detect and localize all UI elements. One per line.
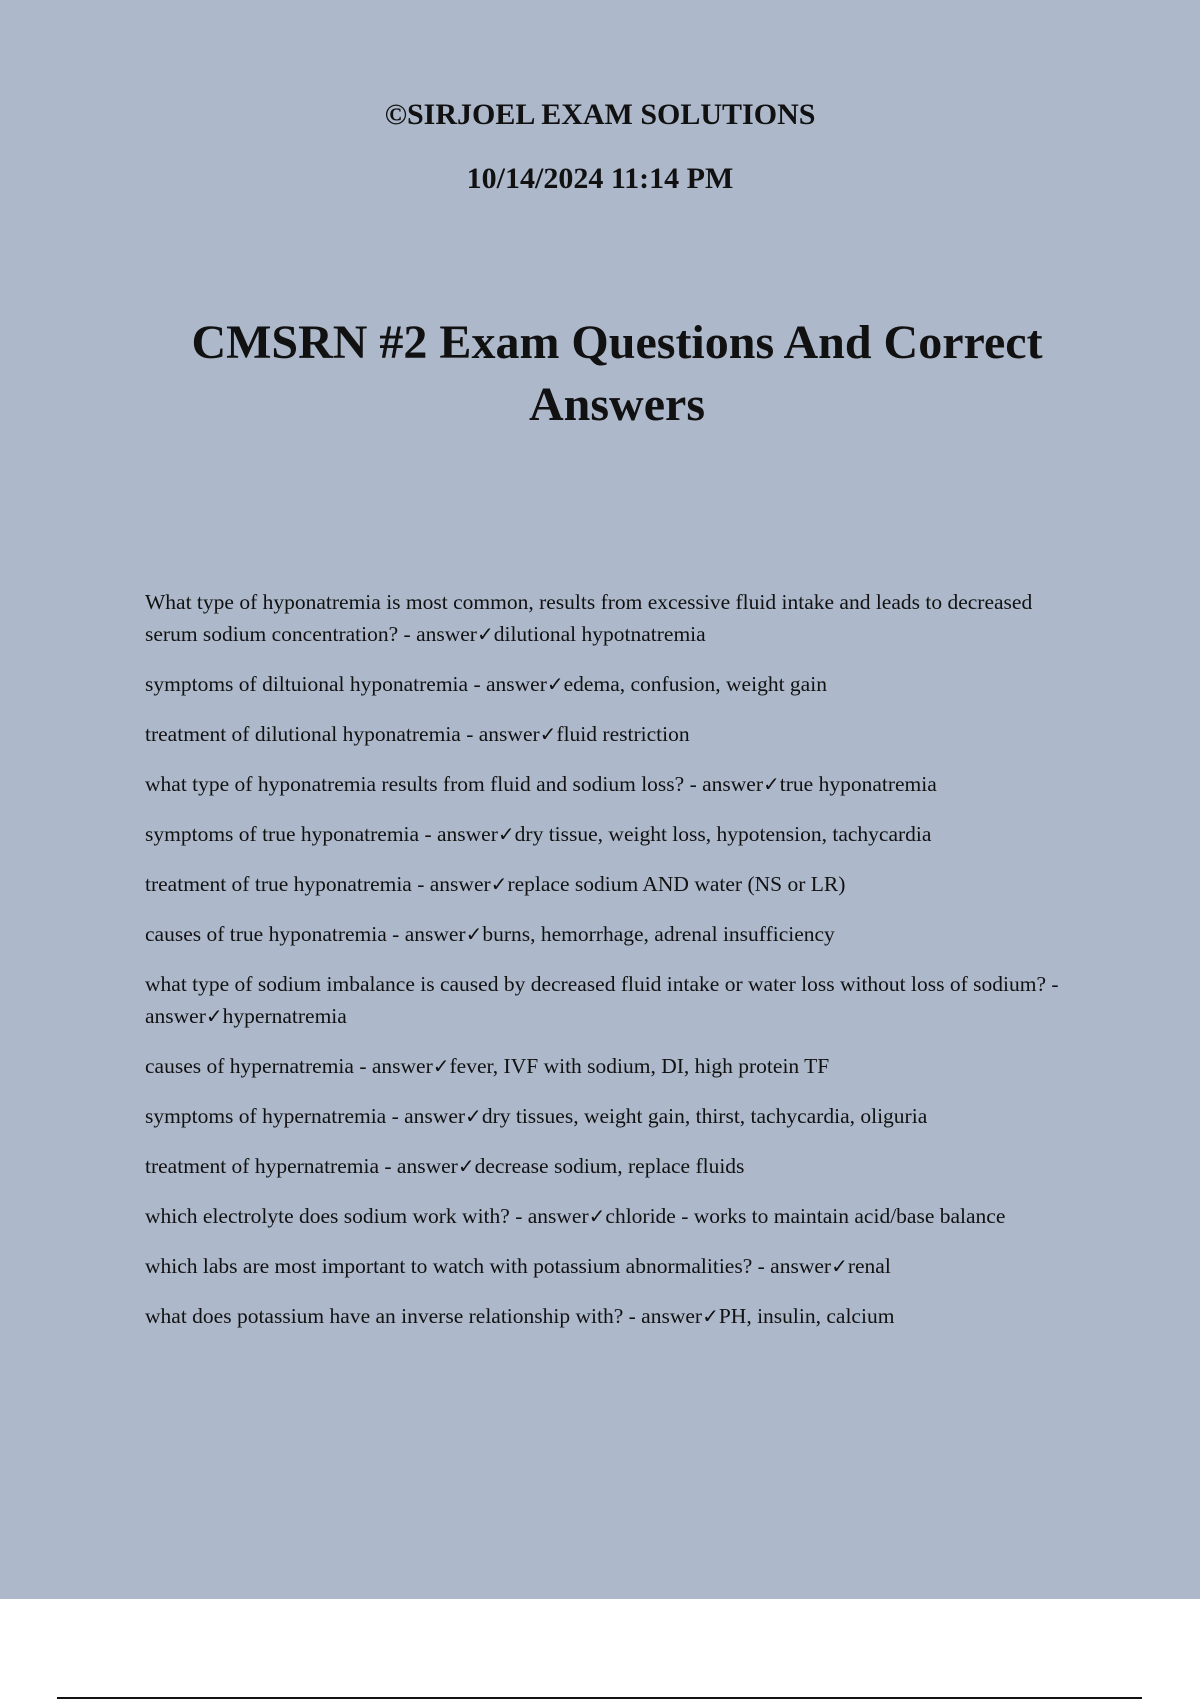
timestamp: 10/14/2024 11:14 PM: [466, 162, 734, 195]
question-text: symptoms of hypernatremia: [145, 1104, 387, 1128]
answer-text: hypernatremia: [222, 1004, 347, 1028]
question-text: what type of hyponatremia results from fluid and sodium loss?: [145, 772, 685, 796]
check-mark-icon: ✓: [588, 1204, 606, 1228]
answer-text: PH, insulin, calcium: [718, 1304, 895, 1328]
brand-header: ©SIRJOEL EXAM SOLUTIONS: [384, 98, 816, 131]
answer-label: - answer: [623, 1304, 703, 1328]
question-text: treatment of true hyponatremia: [145, 872, 412, 896]
question-answer-item: [145, 1250, 1075, 1282]
document-title: CMSRN #2 Exam Questions And Correct Answers: [191, 316, 1043, 432]
question-answer-item: [145, 768, 1075, 800]
question-answer-item: [145, 1300, 1075, 1332]
answer-label: - answer: [411, 872, 491, 896]
answer-label: - answer: [419, 822, 498, 846]
question-text: treatment of hypernatremia: [145, 1154, 380, 1178]
check-mark-icon: ✓: [763, 772, 780, 796]
check-mark-icon: ✓: [432, 1054, 450, 1078]
answer-text: dry tissues, weight gain, thirst, tachycardia, oliguria: [481, 1104, 928, 1128]
question-answer-item: [145, 1150, 1075, 1182]
check-mark-icon: ✓: [539, 722, 557, 746]
answer-text: chloride - works to maintain acid/base balance: [605, 1204, 1006, 1228]
answer-label: - answer: [379, 1154, 458, 1178]
answer-text: decrease sodium, replace fluids: [474, 1154, 745, 1178]
question-text: treatment of dilutional hyponatremia: [145, 722, 461, 746]
answer-label: - answer: [353, 1054, 433, 1078]
check-mark-icon: ✓: [476, 622, 494, 646]
answer-text: burns, hemorrhage, adrenal insufficiency: [482, 922, 835, 946]
answer-text: renal: [847, 1254, 891, 1278]
answer-label: - answer: [398, 622, 477, 646]
answer-label: - answer: [386, 1104, 466, 1128]
answer-text: edema, confusion, weight gain: [563, 672, 827, 696]
question-answer-item: [145, 1200, 1075, 1232]
answer-text: dilutional hypotnatremia: [493, 622, 706, 646]
answer-label: - answer: [145, 972, 1059, 1028]
question-text: causes of hypernatremia: [145, 1054, 354, 1078]
question-answer-item: [145, 1050, 1075, 1082]
question-text: symptoms of true hyponatremia: [145, 822, 420, 846]
question-answer-item: [145, 968, 1075, 1032]
answer-label: - answer: [460, 722, 540, 746]
check-mark-icon: ✓: [465, 1104, 482, 1128]
check-mark-icon: ✓: [546, 672, 564, 696]
check-mark-icon: ✓: [831, 1254, 848, 1278]
answer-label: - answer: [386, 922, 466, 946]
answer-text: replace sodium AND water (NS or LR): [507, 872, 846, 896]
answer-label: - answer: [684, 772, 764, 796]
question-answer-item: [145, 586, 1075, 650]
question-text: symptoms of diltuional hyponatremia: [145, 672, 469, 696]
question-text: which labs are most important to watch with potassium abnormalities?: [145, 1254, 753, 1278]
answer-text: fluid restriction: [556, 722, 690, 746]
answer-text: true hyponatremia: [779, 772, 937, 796]
question-answer-item: [145, 668, 1075, 700]
answer-label: - answer: [509, 1204, 589, 1228]
question-answer-item: [145, 1100, 1075, 1132]
question-answer-item: [145, 718, 1075, 750]
answer-text: fever, IVF with sodium, DI, high protein TF: [449, 1054, 830, 1078]
footer-divider: [57, 1697, 1142, 1699]
question-text: what does potassium have an inverse relationship with?: [145, 1304, 624, 1328]
check-mark-icon: ✓: [205, 1004, 223, 1028]
answer-label: - answer: [752, 1254, 832, 1278]
check-mark-icon: ✓: [702, 1304, 719, 1328]
check-mark-icon: ✓: [497, 822, 515, 846]
question-answer-item: [145, 818, 1075, 850]
question-text: which electrolyte does sodium work with?: [145, 1204, 510, 1228]
question-text: What type of hyponatremia is most common, results from excessive fluid intake and leads to decreased serum sodium concentration?: [145, 590, 1033, 646]
question-answer-item: [145, 918, 1075, 950]
answer-label: - answer: [468, 672, 547, 696]
question-answer-item: [145, 868, 1075, 900]
question-answer-list: [145, 586, 1075, 1332]
question-text: causes of true hyponatremia: [145, 922, 387, 946]
check-mark-icon: ✓: [490, 872, 508, 896]
question-text: what type of sodium imbalance is caused by decreased fluid intake or water loss without loss of sodium?: [145, 972, 1046, 996]
check-mark-icon: ✓: [457, 1154, 475, 1178]
check-mark-icon: ✓: [465, 922, 483, 946]
answer-text: dry tissue, weight loss, hypotension, tachycardia: [514, 822, 932, 846]
